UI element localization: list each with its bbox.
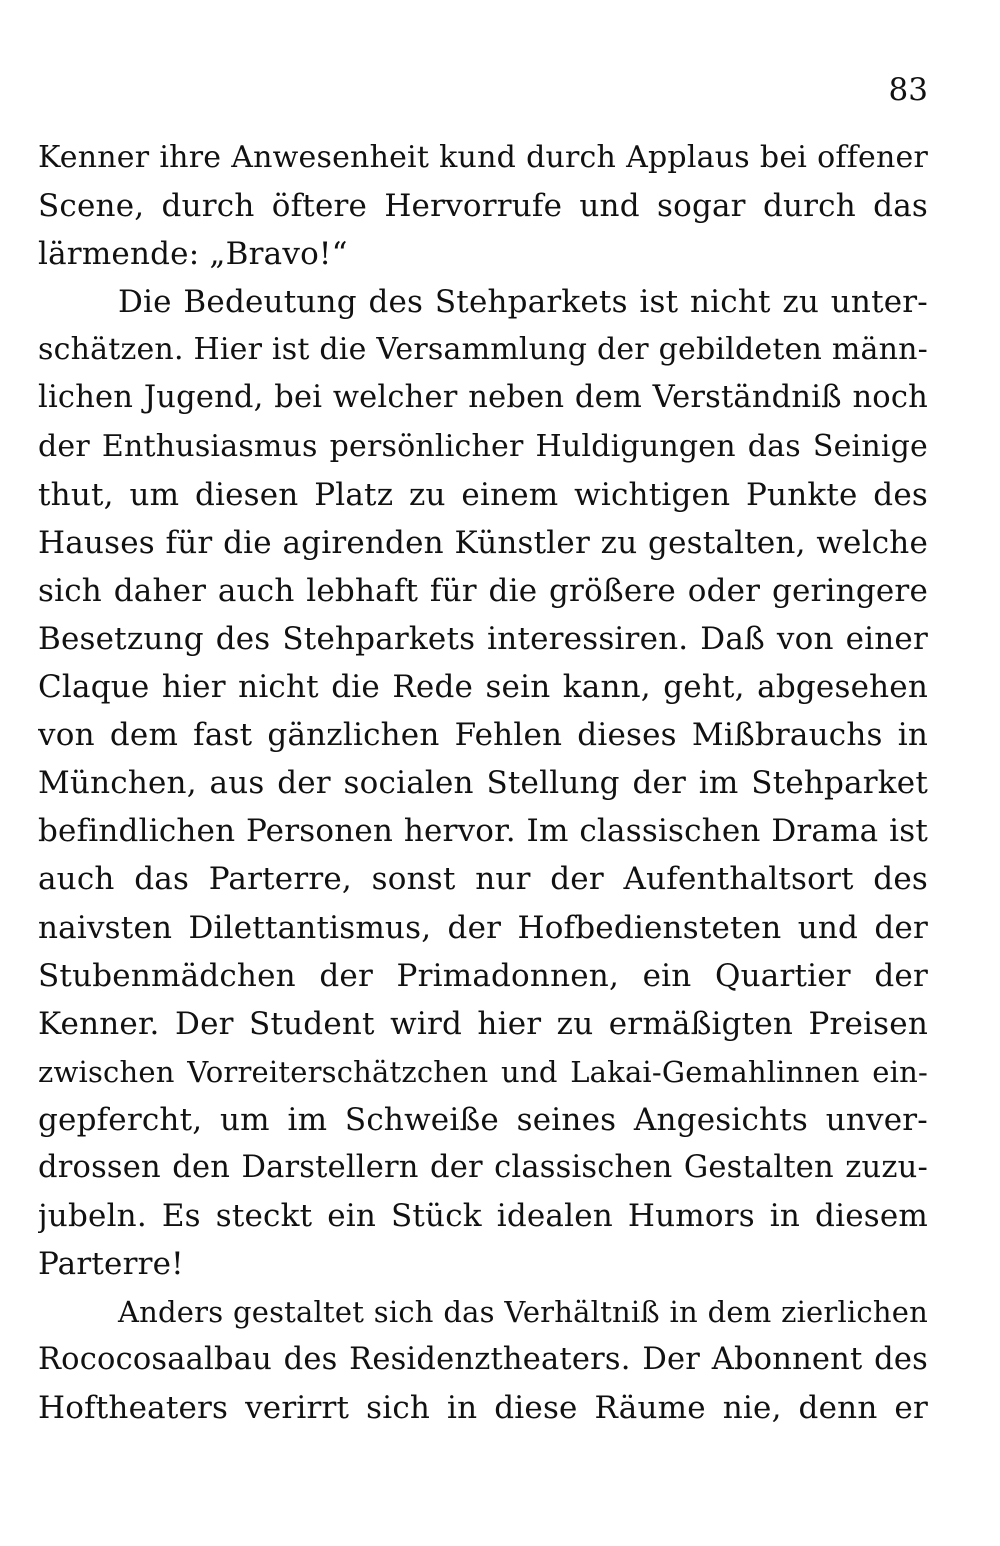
text-line: von dem fast gänzlichen Fehlen dieses Mißbrauchs in <box>38 717 928 754</box>
text-line: Stubenmädchen der Primadonnen, ein Quartier der <box>38 957 928 994</box>
text-line: Kenner. Der Student wird hier zu ermäßigten Preisen <box>38 1005 928 1042</box>
text-line: Besetzung des Stehparkets interessiren. Daß von einer <box>38 620 928 657</box>
text-line: drossen den Darstellern der classischen Gestalten zuzu- <box>38 1149 928 1185</box>
text-line: Hoftheaters verirrt sich in diese Räume nie, denn er <box>38 1390 928 1427</box>
text-line: Die Bedeutung des Stehparkets ist nicht zu unter- <box>118 284 928 321</box>
text-line: sich daher auch lebhaft für die größere oder geringere <box>38 572 928 609</box>
text-line: Rococosaalbau des Residenztheaters. Der Abonnent des <box>38 1342 928 1378</box>
text-line: Parterre! <box>38 1246 184 1283</box>
text-line: zwischen Vorreiterschätzchen und Lakai-Gemahlinnen ein- <box>38 1054 928 1089</box>
text-line: Claque hier nicht die Rede sein kann, geht, abgesehen <box>38 669 928 706</box>
text-line: Kenner ihre Anwesenheit kund durch Applaus bei offener <box>38 140 928 175</box>
text-line: gepfercht, um im Schweiße seines Angesichts unver- <box>38 1101 928 1138</box>
text-line: schätzen. Hier ist die Versammlung der gebildeten männ- <box>38 332 928 368</box>
text-line: lichen Jugend, bei welcher neben dem Verständniß noch <box>38 380 928 416</box>
text-line: Scene, durch öftere Hervorrufe und sogar durch das <box>38 188 928 225</box>
text-line: auch das Parterre, sonst nur der Aufenthaltsort des <box>38 861 928 898</box>
body-text <box>38 134 928 1433</box>
text-line: befindlichen Personen hervor. Im classischen Drama ist <box>38 813 928 850</box>
text-line: der Enthusiasmus persönlicher Huldigungen das Seinige <box>38 428 928 464</box>
text-line: naivsten Dilettantismus, der Hofbediensteten und der <box>38 909 928 946</box>
text-line: jubeln. Es steckt ein Stück idealen Humors in diesem <box>38 1198 928 1235</box>
text-line: Anders gestaltet sich das Verhältniß in dem zierlichen <box>118 1295 928 1330</box>
text-line: thut, um diesen Platz zu einem wichtigen Punkte des <box>38 476 928 513</box>
text-line: lärmende: „Bravo!“ <box>38 236 348 273</box>
text-line: München, aus der socialen Stellung der im Stehparket <box>38 765 928 802</box>
text-line: Hauses für die agirenden Künstler zu gestalten, welche <box>38 524 928 561</box>
page-number: 83 <box>888 72 928 108</box>
